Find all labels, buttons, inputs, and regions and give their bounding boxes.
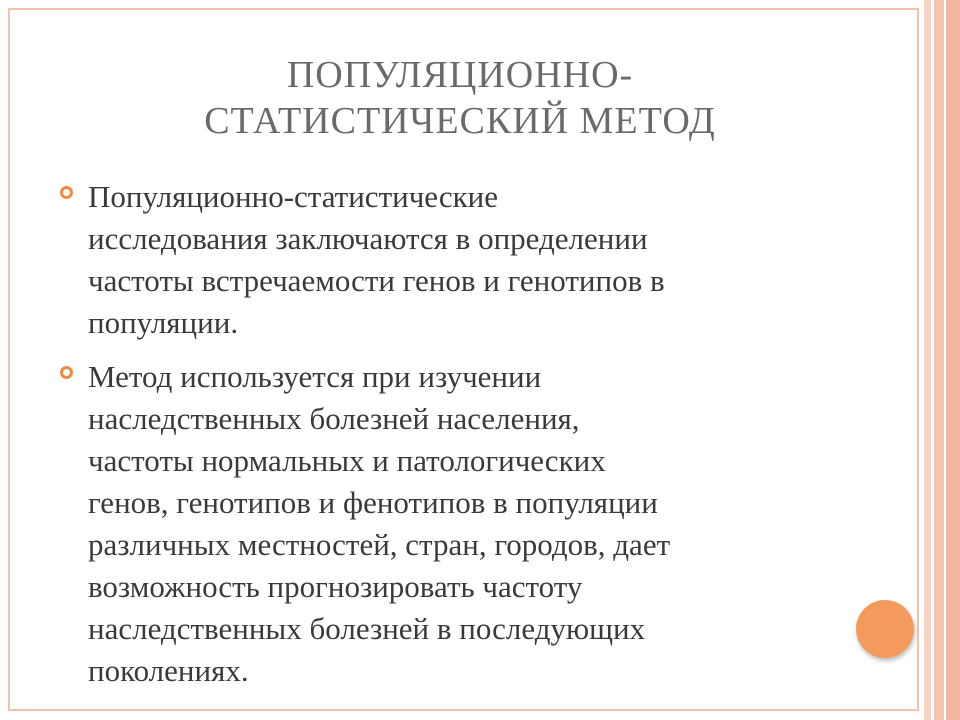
bullet-2-line-7: наследственных болезней в последующих	[88, 611, 646, 646]
right-decorative-stripes	[924, 0, 960, 720]
bullet-2-line-4: генов, генотипов и фенотипов в популяции	[88, 485, 658, 520]
bullet-2-line-8: поколениях.	[88, 653, 249, 688]
orange-ring-icon	[60, 186, 73, 199]
bullet-2-line-6: возможность прогнозировать частоту	[88, 569, 583, 604]
orange-ring-icon	[60, 366, 73, 379]
orange-circle-icon	[856, 600, 914, 658]
slide-title-line-1: ПОПУЛЯЦИОННО-	[286, 54, 634, 96]
slide-body	[60, 176, 850, 704]
bullet-item-2	[60, 356, 850, 692]
bullet-1-line-4: популяции.	[88, 305, 239, 340]
bullet-item-1	[60, 176, 850, 344]
bullet-1-line-1: Популяционно-статистические	[88, 179, 498, 214]
slide-title-line-2: СТАТИСТИЧЕСКИЙ МЕТОД	[204, 100, 716, 142]
stripe-2	[934, 0, 944, 720]
stripe-1	[924, 0, 931, 720]
bullet-2-line-2: наследственных болезней населения,	[88, 401, 580, 436]
bullet-2-line-5: различных местностей, стран, городов, дает	[88, 527, 671, 562]
bullet-2-line-3: частоты нормальных и патологических	[88, 443, 606, 478]
bullet-1-line-2: исследования заключаются в определении	[88, 221, 648, 256]
stripe-3	[946, 0, 960, 720]
bullet-1-line-3: частоты встречаемости генов и генотипов в	[88, 263, 665, 298]
slide-title	[110, 52, 810, 144]
bullet-2-line-1: Метод используется при изучении	[88, 359, 542, 394]
